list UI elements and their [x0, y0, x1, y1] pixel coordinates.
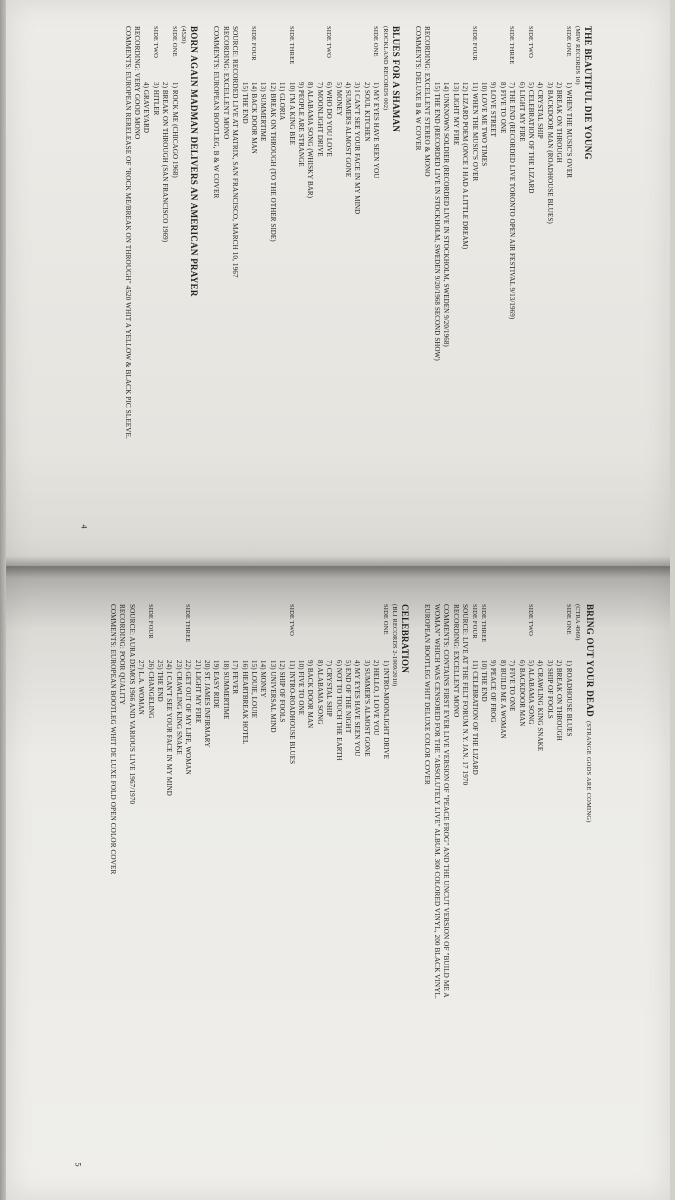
track-row	[497, 26, 506, 446]
track-row	[343, 604, 352, 1024]
track-title: 24) I CAN'T SEE YOUR FACE IN MY MIND	[165, 660, 174, 796]
track-title: 1) ROCK ME (CHICAGO 1968)	[170, 82, 179, 178]
side-label	[267, 604, 276, 660]
track-title: 6) BACKDOOR MAN	[517, 660, 526, 727]
track-title: 9) PEOPLE ARE STRANGE	[297, 82, 306, 167]
side-label	[333, 26, 342, 82]
track-row	[202, 604, 211, 1024]
track-title: 14) BACK DOOR MAN	[250, 82, 258, 154]
track-title: 5) END OF THE NIGHT	[344, 660, 353, 734]
side-label	[314, 604, 323, 660]
track-title: 12) LIZARD POEM (ONCE I HAD A LITTLE DREAM)	[461, 82, 470, 250]
track-row	[267, 604, 276, 1024]
track-title: 12) SHIP OF FOOLS	[278, 660, 287, 723]
track-title: 1) MY EYES HAVE SEEN YOU	[372, 82, 381, 179]
side-label	[371, 604, 380, 660]
track-row	[554, 604, 563, 1024]
track-title: 2) BREAK ON THROUGH	[555, 660, 564, 741]
side-label	[211, 604, 220, 660]
track-row	[150, 26, 159, 446]
side-label	[305, 26, 314, 82]
side-label: SIDE TWO	[287, 604, 295, 636]
track-row	[136, 604, 145, 1024]
album-comments: COMMENTS: EUROPEAN BOOTLEG WHIT DE LUXE FOLD OPEN COLOR COVER	[108, 604, 117, 875]
track-row	[258, 26, 267, 446]
side-label	[497, 26, 506, 82]
side-label	[333, 604, 342, 660]
track-row	[450, 26, 459, 446]
track-title: 9) PEACE OF FROG	[489, 660, 498, 723]
track-row	[488, 604, 497, 1024]
track-title: 13) LIGHT MY FIRE	[451, 82, 460, 146]
side-label	[314, 26, 323, 82]
side-label	[441, 26, 450, 82]
page-bottom-discography	[103, 604, 603, 1024]
album-gap	[408, 26, 413, 446]
side-label: SIDE TWO	[325, 26, 333, 58]
album-comments: COMMENTS: DELUXE B & W COVER	[414, 26, 423, 151]
track-row	[469, 604, 478, 1024]
page-top-discography	[117, 26, 600, 446]
track-row	[305, 26, 314, 446]
side-label	[361, 26, 370, 82]
track-title: 8) FIVE TO ONE	[498, 82, 507, 134]
track-row	[277, 604, 286, 1024]
track-row	[164, 604, 173, 1024]
side-label	[258, 26, 267, 82]
track-title: 12) BREAK ON THROUGH (TO THE OTHER SIDE)	[268, 82, 277, 242]
track-title: 3) SUMMER'S ALMOST GONE	[362, 660, 371, 757]
track-row	[441, 26, 450, 446]
track-title: 9) BACK DOOR MAN	[306, 660, 315, 729]
track-title: 11) GLORIA	[278, 82, 287, 121]
track-title: 2) HELLO, I LOVE YOU	[372, 660, 381, 736]
track-row	[141, 26, 150, 446]
album-label: (MIW RECORDS 10)	[574, 26, 581, 85]
album-title: BRING OUT YOUR DEAD(STRANGE GODS ARE COMING)	[585, 604, 595, 823]
side-label	[488, 604, 497, 660]
track-title: 6) LIGHT MY FIRE	[517, 82, 526, 142]
album-source: SOURCE: RECORDED LIVE AT MATRIX, SAN FRANCISCO, MARCH 10, 1967	[231, 26, 240, 278]
side-label	[479, 26, 488, 82]
track-title: 15) THE END	[240, 82, 249, 124]
album-label: (4520)	[179, 26, 187, 44]
track-row	[535, 26, 544, 446]
track-title: 10) I'M A KING BEE	[287, 82, 296, 145]
side-label	[535, 26, 544, 82]
side-label: SIDE THREE	[508, 26, 516, 65]
side-label	[164, 604, 173, 660]
album-title: BLUES FOR A SHAMAN	[390, 26, 401, 133]
track-row	[380, 604, 389, 1024]
page-number-bottom: 5	[73, 1162, 83, 1167]
track-row	[488, 26, 497, 446]
track-row	[305, 604, 314, 1024]
side-label	[544, 604, 553, 660]
side-label	[361, 604, 370, 660]
track-title: 10) THE END	[479, 660, 488, 702]
side-label	[220, 604, 229, 660]
track-title: 8) ALABAMA SONG	[315, 660, 324, 725]
track-title: 7) FIVE TO ONE	[508, 660, 517, 712]
side-label	[258, 604, 267, 660]
side-label	[155, 604, 164, 660]
track-row	[192, 604, 201, 1024]
side-label: SIDE FOUR	[470, 26, 478, 61]
album-comments: COMMENTS: EUROPEAN BOOTLEG, B & W COVER	[212, 26, 221, 199]
side-label	[450, 26, 459, 82]
track-row	[286, 26, 295, 446]
album-recording: RECORDING: EXCELLENT STEREO & MONO	[423, 26, 432, 177]
side-label	[554, 604, 563, 660]
side-label	[239, 604, 248, 660]
track-title: 1) ROADHOUSE BLUES	[564, 660, 573, 737]
track-title: 4) SUMMERS ALMOST GONE	[344, 82, 353, 178]
track-row	[286, 604, 295, 1024]
track-title: 4) CRYSTAL SHIP	[536, 82, 545, 139]
track-title: 4) CRAWLING KING SNAKE	[536, 660, 545, 752]
track-title: 8) BUILD ME A WOMAN	[498, 660, 507, 739]
track-title: 15) LOUIE, LOUIE	[250, 660, 258, 719]
side-label: SIDE ONE	[170, 26, 178, 57]
track-title: 27) L.A. WOMAN	[137, 660, 146, 715]
side-label	[352, 26, 361, 82]
track-title: 11) INTRO-ROADHOUSE BLUES	[287, 660, 296, 765]
side-label	[554, 26, 563, 82]
track-title: 10) FIVE TO ONE	[297, 660, 306, 716]
side-label	[497, 604, 506, 660]
track-title: 20) ST. JAMES INFIRMARY	[202, 660, 211, 748]
album-label: (CTRA 4969)	[574, 604, 581, 641]
side-label: SIDE ONE	[564, 604, 572, 635]
track-title: 17) FEVER	[231, 660, 240, 695]
side-label	[239, 26, 248, 82]
side-label	[267, 26, 276, 82]
side-label	[173, 604, 182, 660]
track-title: 23) CRAWLING KING SNAKE	[174, 660, 183, 755]
track-row	[183, 604, 192, 1024]
track-row	[469, 26, 478, 446]
track-title: 13) UNIVERSAL MIND	[268, 660, 277, 733]
track-row	[460, 26, 469, 446]
track-title: 1) INTRO-MOONLIGHT DRIVE	[381, 660, 390, 760]
side-label	[516, 26, 525, 82]
track-title: 11) WHEN THE MUSIC'S OVER	[470, 82, 479, 182]
side-label: SIDE THREE	[184, 604, 192, 643]
side-label: SIDE THREE	[287, 26, 295, 65]
track-title: 5) CELEBRATION OF THE LIZARD	[526, 82, 535, 194]
track-row	[544, 26, 553, 446]
track-title: 10) LOVE ME TWO TIMES	[479, 82, 488, 167]
side-label: SIDE TWO	[526, 604, 534, 636]
side-label	[305, 604, 314, 660]
side-label	[324, 604, 333, 660]
track-row	[497, 604, 506, 1024]
side-label	[277, 26, 286, 82]
track-row	[371, 604, 380, 1024]
album-title: THE BEAUTIFUL DIE YOUNG	[583, 26, 593, 160]
side-label	[488, 26, 497, 82]
track-title: 4) MY EYES HAVE SEEN YOU	[353, 660, 362, 757]
track-row	[544, 604, 553, 1024]
track-row	[267, 26, 276, 446]
track-row	[554, 26, 563, 446]
track-row	[526, 26, 535, 446]
track-title: 3) BACKDOOR MAN (ROADHOUSE BLUES)	[545, 82, 554, 224]
side-label	[343, 26, 352, 82]
track-title: 14) MONEY	[259, 660, 268, 698]
track-row	[535, 604, 544, 1024]
album-label: (ROCKLAND RECORDS 002)	[381, 26, 389, 111]
album-title: CELEBRATION	[400, 604, 411, 674]
track-row	[563, 604, 572, 1024]
track-row	[239, 26, 248, 446]
album-source: SOURCE: LIVE AT THE FELT FORUM N.Y. JAN. 17 1970	[461, 604, 470, 786]
track-title: 7) MOONLIGHT DRIVE	[315, 82, 324, 157]
track-title: 5) MONEY	[334, 82, 343, 117]
track-row	[155, 604, 164, 1024]
track-row	[432, 26, 441, 446]
track-title: 8) ALABAMA SONG (WHISKY BAR)	[306, 82, 315, 199]
track-title: 6) WHO DO YOU LOVE	[325, 82, 334, 157]
album-recording: RECORDING: VERY GOOD MONO	[132, 26, 141, 140]
side-label: SIDE FOUR	[470, 604, 478, 639]
track-row	[361, 604, 370, 1024]
track-row	[563, 26, 572, 446]
album-recording: RECORDING: EXCELLENT MONO	[451, 604, 460, 718]
track-title: 7) THE END (RECORDED LIVE TORONTO OPEN AIR FESTIVAL 9/13/1969)	[508, 82, 517, 320]
track-row	[352, 604, 361, 1024]
track-title: 21) LIGHT MY FIRE	[193, 660, 202, 724]
track-row	[516, 26, 525, 446]
track-row	[173, 604, 182, 1024]
track-row	[507, 26, 516, 446]
side-label	[192, 604, 201, 660]
album-source: SOURCE: AURA DEMOS 1966 AND VARIOUS LIVE 1967/1970	[127, 604, 136, 805]
album-recording: RECORDING: EXCELLENT MONO	[221, 26, 230, 140]
side-label: SIDE TWO	[526, 26, 534, 58]
side-label: SIDE TWO	[151, 26, 159, 58]
track-title: 3) I CAN'T SEE YOUR FACE IN MY MIND	[353, 82, 362, 215]
track-row	[324, 26, 333, 446]
side-label	[507, 604, 516, 660]
album-title-note: (STRANGE GODS ARE COMING)	[585, 720, 592, 823]
side-label: SIDE THREE	[479, 604, 487, 643]
side-label	[535, 604, 544, 660]
track-row	[526, 604, 535, 1024]
track-title: 3) SHIP OF FOOLS	[545, 660, 554, 719]
track-row	[249, 604, 258, 1024]
album-label: (BLI RECORDS 2-1909/2010)	[391, 604, 399, 687]
track-row	[145, 604, 154, 1024]
track-title: 2) SOUL KITCHEN	[362, 82, 371, 142]
track-row	[169, 26, 178, 446]
track-title: 4) GRAVEYARD	[142, 82, 151, 134]
track-title: 6) NOT TO TOUCH THE EARTH	[334, 660, 343, 761]
track-title: 5) ALABAMA SONG	[526, 660, 535, 725]
album-comments: COMMENTS: EUROPEAN RERELEASE OF "ROCK ME/BREAK ON THROUGH" 4520 WHIT A YELLOW & BLACK PIC SLEEVE.	[123, 26, 132, 439]
track-row	[314, 604, 323, 1024]
track-row	[479, 26, 488, 446]
side-label	[352, 604, 361, 660]
track-title: 2) BREAK ON THROUGH	[555, 82, 564, 163]
track-title: 14) UNKNOWN SOLDIER (RECORDED LIVE IN STOCKHOLM, SWEDEN 9/20/1968)	[442, 82, 451, 347]
track-row	[314, 26, 323, 446]
side-label	[296, 26, 305, 82]
track-title: 25) THE END	[155, 660, 164, 702]
track-title: 26) CHANGELING	[146, 660, 155, 719]
track-row	[324, 604, 333, 1024]
track-row	[230, 604, 239, 1024]
track-row	[361, 26, 370, 446]
side-label	[202, 604, 211, 660]
track-row	[333, 26, 342, 446]
track-title: 2) BREAK ON THROUGH (SAN FRANCISCO 1969)	[161, 82, 170, 243]
track-row	[296, 26, 305, 446]
side-label	[460, 26, 469, 82]
track-title: 11) CELEBRATION OF THE LIZARD	[470, 660, 479, 775]
track-title: 19) EASY RIDE	[212, 660, 221, 709]
page-number-top: 4	[79, 524, 89, 529]
album-title: BORN AGAIN MADMAN DELIVERS AN AMERICAN PRAYER	[188, 26, 199, 297]
track-title: 13) SUMMERTIME	[259, 82, 268, 142]
track-title: 15) THE END (RECORDED LIVE IN STOCKHOLM, SWEDEN 9/20/1968 SECOND SHOW)	[432, 82, 441, 361]
side-label: SIDE FOUR	[146, 604, 154, 639]
track-row	[507, 604, 516, 1024]
track-row	[249, 26, 258, 446]
track-title: 22) GET OUT OF MY LIFE, WOMAN	[184, 660, 193, 775]
side-label	[136, 604, 145, 660]
side-label: SIDE ONE	[372, 26, 380, 57]
track-title: 18) SUMMERTIME	[221, 660, 230, 720]
track-row	[211, 604, 220, 1024]
side-label	[296, 604, 305, 660]
track-row	[371, 26, 380, 446]
track-title: 9) LOVE STREET	[489, 82, 498, 138]
track-title: 7) CRYSTAL SHIP	[325, 660, 334, 717]
track-row	[277, 26, 286, 446]
album-comments: COMMENTS: CONTAINS FIRST EVER LIVE VERSION OF "PEACE FROG" AND THE UNCUT VERSION OF "BUILD ME A WOMAN" WHICH WAS CENSORED FOR THE "ABSOLUTELY LIVE" ALBUM. 300 COLORED VINYL, 200 BLACK VINYL. EUROPEAN BOOTLEG WHIT DELUXE COLOR COVER	[423, 604, 451, 999]
track-row	[258, 604, 267, 1024]
side-label	[544, 26, 553, 82]
track-row	[160, 26, 169, 446]
side-label	[277, 604, 286, 660]
album-recording: RECORDING: POOR QUALITY	[118, 604, 127, 705]
side-label: SIDE FOUR	[250, 26, 257, 61]
side-label: SIDE ONE	[381, 604, 389, 635]
side-label	[432, 26, 441, 82]
track-row	[343, 26, 352, 446]
track-row	[239, 604, 248, 1024]
track-row	[220, 604, 229, 1024]
side-label	[230, 604, 239, 660]
side-label	[516, 604, 525, 660]
track-row	[296, 604, 305, 1024]
side-label	[343, 604, 352, 660]
track-row	[333, 604, 342, 1024]
track-row	[479, 604, 488, 1024]
booklet-spine	[6, 556, 670, 578]
track-row	[352, 26, 361, 446]
side-label	[141, 26, 150, 82]
track-title: 16) HEARTBREAK HOTEL	[240, 660, 249, 745]
side-label	[160, 26, 169, 82]
track-title: 3) HITLER	[151, 82, 160, 116]
side-label	[249, 604, 258, 660]
side-label: SIDE ONE	[564, 26, 572, 57]
track-row	[516, 604, 525, 1024]
track-title: 1) WHEN THE MUSIC'S OVER	[564, 82, 573, 178]
